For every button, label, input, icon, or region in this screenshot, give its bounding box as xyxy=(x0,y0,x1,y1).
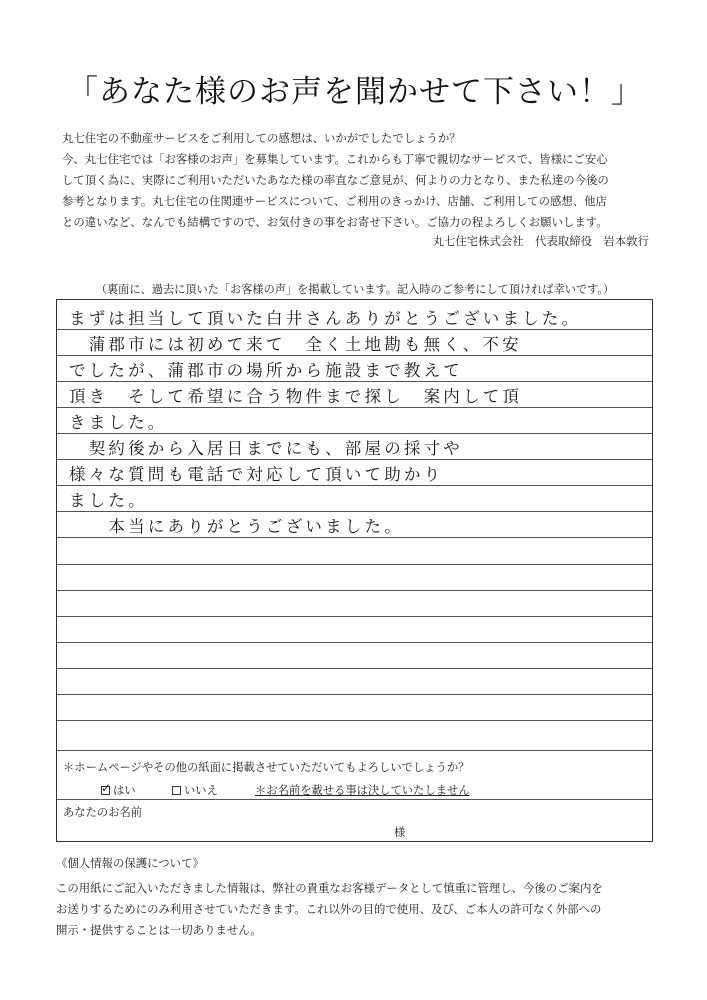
handwritten-line: 頂き そして希望に合う物件まで探し 案内して頂 xyxy=(69,387,523,406)
yes-checkbox[interactable] xyxy=(101,781,112,795)
permission-yes-option[interactable] xyxy=(101,782,136,798)
comment-form xyxy=(56,299,653,842)
signature: 丸七住宅株式会社 代表取締役 岩本敦行 xyxy=(432,234,649,248)
yes-label: はい xyxy=(113,784,136,797)
ruled-line xyxy=(57,616,652,617)
privacy-section xyxy=(56,853,656,941)
intro-line: 参考となります。丸七住宅の住関連サービスについて、ご利用のきっかけ、店舗、ご利用しての感想、他店 xyxy=(62,194,607,208)
ruled-line xyxy=(57,799,652,800)
reference-note: （裏面に、過去に頂いた「お客様の声」を掲載しています。記入時のご参考にして頂ければ幸いです。） xyxy=(95,283,615,296)
handwritten-line: 蒲郡市には初めて来て 全く土地勘も無く、不安 xyxy=(69,335,522,354)
name-privacy-note: ＊お名前を載せる事は決していたしません xyxy=(255,784,470,797)
ruled-line xyxy=(57,750,652,751)
ruled-line xyxy=(57,590,652,591)
privacy-title: 《個人情報の保護について》 xyxy=(56,856,204,870)
check-icon: ✓ xyxy=(101,781,112,795)
handwritten-line: きました。 xyxy=(69,413,168,432)
intro-line: との違いなど、なんでも結構ですので、お気付きの事をお寄せ下さい。ご協力の程よろしくお願いします。 xyxy=(62,215,608,229)
ruled-line xyxy=(57,694,652,695)
intro-line: 丸七住宅の不動産サービスをご利用しての感想は、いかがでしたでしょうか？ xyxy=(62,131,461,145)
no-checkbox[interactable] xyxy=(172,786,181,795)
ruled-line xyxy=(57,564,652,565)
page-title: 「あなた様のお声を聞かせて下さい！」 xyxy=(67,74,643,110)
handwritten-line: ました。 xyxy=(69,491,148,510)
privacy-line: お送りするためにのみ利用させていただきます。これ以外の目的で使用、及び、ご本人の許可なく外部への xyxy=(56,902,602,916)
name-suffix: 様 xyxy=(394,826,406,839)
intro-line: して頂く為に、実際にご利用いただいたあなた様の率直なご意見が、何よりの力となり、また私達の今後の xyxy=(62,173,609,187)
handwritten-line: 本当にありがとうございました。 xyxy=(69,517,404,536)
handwritten-line: でしたが、蒲郡市の場所から施設まで教えて xyxy=(69,361,463,380)
handwritten-line: 様々な質問も電話で対応して頂いて助かり xyxy=(69,465,444,484)
handwritten-line: まずは担当して頂いた白井さんありがとうございました。 xyxy=(69,309,582,328)
intro-line: 今、丸七住宅では「お客様のお声」を募集しています。これからも丁寧で親切なサービスで、皆様にご安心 xyxy=(62,152,608,166)
privacy-line: 開示・提供することは一切ありません。 xyxy=(56,923,262,937)
privacy-line: この用紙にご記入いただきました情報は、弊社の貴重なお客様データとして慎重に管理し、今後のご案内を xyxy=(56,881,603,895)
ruled-line xyxy=(57,668,652,669)
handwritten-line: 契約後から入居日までにも、部屋の採寸や xyxy=(69,439,463,458)
ruled-line xyxy=(57,642,652,643)
no-label: いいえ xyxy=(184,784,218,797)
permission-question: ＊ホームページやその他の紙面に掲載させていただいてもよろしいでしょうか？ xyxy=(63,761,470,774)
name-field-label: あなたのお名前 xyxy=(63,806,143,819)
ruled-line xyxy=(57,720,652,721)
intro-text xyxy=(62,128,652,233)
permission-no-option[interactable] xyxy=(172,782,218,798)
